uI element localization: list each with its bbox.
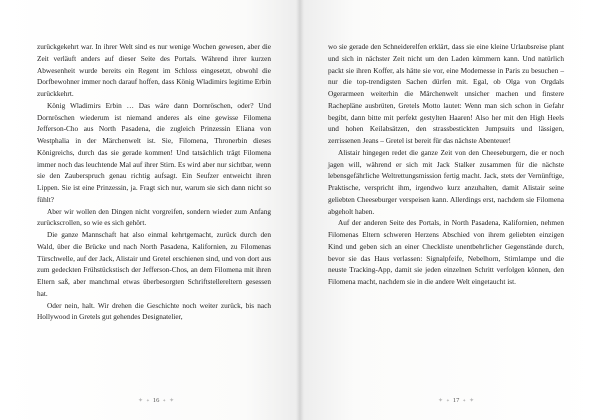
page-number: 16 — [152, 397, 160, 404]
star-icon: ✦ — [146, 397, 150, 403]
paragraph: Die ganze Mannschaft hat also einmal kehrtgemacht, zurück durch den Wald, über die Brücke und nach North Pasadena, Kalifornien, zu Filomenas Türschwelle, auf der Jack, Alistair und Gretel erschienen sind, und von dort aus zum gedeckten Frühstückstisch der Jefferson-Chos, an dem Filomena mit ihren Eltern saß, aber manchmal etwas überbesorgten Schriftstellereltern gesessen hat. — [37, 230, 271, 298]
star-icon: ✦ — [462, 397, 467, 403]
paragraph: wo sie gerade den Schneiderelfen erklärt, dass sie eine kleine Urlaubsreise plant und sich in nächster Zeit nicht um den Laden kümmern kann. Und natürlich packt sie ihren Koffer, als hätte sie vor, eine Modemesse in Paris zu besuchen – nur die top-trendigsten Sachen dürfen mit. Egal, ob Olga von Orgdals Ogerarmeen weiterhin die Märchenwelt unsicher machen und finstere Rachepläne ausbrüten, Gretels Motto lautet: Wenn man sich schon in Gefahr begibt, dann bitte mit perfekt gestylten Haaren! Also her mit den High Heels und hohen Keilabsätzen, den strassbestickten Jumpsuits und lässigen, zerrissenen Jeans – Gretel ist bereit für das nächste Abenteuer! — [328, 42, 564, 145]
paragraph: König Wladimirs Erbin … Das wäre dann Dornröschen, oder? Und Dornröschen wiederum ist niemand anderes als eine gewisse Filomena Jefferson-Cho aus North Pasadena, die zugleich Prinzessin Eliana von Westphalia in der Märchenwelt ist. Sie, Filomena, Thronerbin dieses Königreichs, durch das sie gerade kommen! Und tatsächlich trägt Filomena immer noch das leuchtende Mal auf ihrer Stirn. Es wird aber nur sichtbar, wenn sie den Zauberspruch genau richtig aufsagt. Ein Seufzer entweicht ihren Lippen. Sie ist eine Prinzessin, ja. Fragt sich nur, warum sie sich dann nicht so fühlt? — [37, 100, 271, 204]
star-icon: ✦ — [169, 397, 175, 404]
star-icon: ✦ — [469, 397, 475, 404]
paragraph: zurückgekehrt war. In ihrer Welt sind es nur wenige Wochen gewesen, aber die Zeit verläuft anders auf dieser Seite des Portals. Während ihrer kurzen Abwesenheit wurde bereits ein Regent im Schloss eingesetzt, obwohl die Dorfbewohner immer noch darauf hoffen, dass König Wladimirs legitime Erbin zurückkehrt. — [37, 42, 271, 98]
right-page — [300, 0, 600, 420]
star-icon: ✦ — [162, 397, 167, 403]
paragraph: Aber wir wollen den Dingen nicht vorgreifen, sondern wieder zum Anfang zurückscrollen, so wie es sich gehört. — [37, 206, 271, 228]
paragraph: Auf der anderen Seite des Portals, in North Pasadena, Kalifornien, nehmen Filomenas Eltern schweren Herzens Abschied von ihrem geliebten einzigen Kind und geben sich an einer Checkliste unentbehrlicher Gegenstände durch, bevor sie das Haus verlassen: Signalpfeife, Nebelhorn, Stirnlampe und die neuste Tracking-App, damit sie jeden einzelnen Schritt verfolgen können, den Filomena macht, nachdem sie in die andere Welt eingetaucht ist. — [328, 218, 564, 286]
page-number-left — [138, 397, 174, 404]
paragraph: Alistair hingegen redet die ganze Zeit von den Cheeseburgern, die er noch jagen will, während er sich mit Jack Stalker zusammen für die nächste lebensgefährliche Weltrettungsmission fertig macht. Jack, stets der Vernünftige, Praktische, verspricht ihm, irgendwo kurz anzuhalten, damit Alistair seine geliebten Cheeseburger verspeisen kann. Allerdings erst, nachdem sie Filomena abgeholt haben. — [328, 147, 564, 216]
star-icon: ✦ — [446, 397, 450, 403]
right-page-text — [328, 41, 564, 288]
page-number: 17 — [452, 397, 460, 404]
left-page-text — [37, 41, 271, 323]
star-icon: ✦ — [438, 397, 444, 404]
paragraph: Oder nein, halt. Wir drehen die Geschichte noch weiter zurück, bis nach Hollywood in Gretels gut gehendes Designatelier, — [37, 300, 271, 322]
page-number-right — [438, 397, 474, 404]
star-icon: ✦ — [138, 397, 144, 404]
